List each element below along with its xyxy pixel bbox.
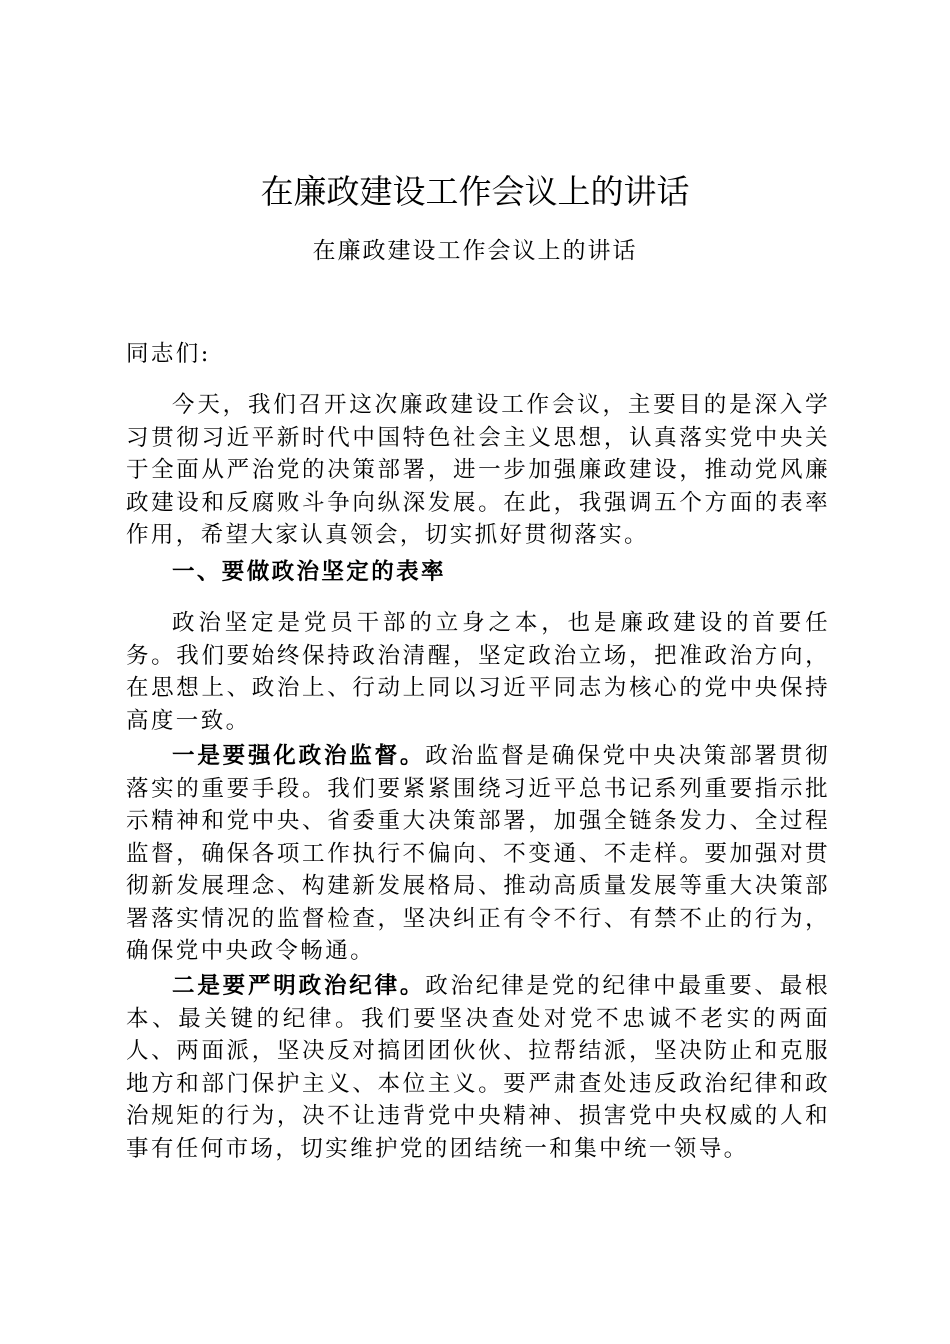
point-body-1: 政治监督是确保党中央决策部署贯彻落实的重要手段。我们要紧紧围绕习近平总书记系列重要指示批示精神和党中央、省委重大决策部署，加强全链条发力、全过程监督，确保各项工作执行不偏向、不变通、不走样。要加强对贯彻新发展理念、构建新发展格局、推动高质量发展等重大决策部署落实情况的监督检查，坚决纠正有令不行、有禁不止的行为，确保党中央政令畅通。 (126, 743, 830, 964)
point-lead-2: 二是要严明政治纪律。 (172, 973, 426, 999)
document-subtitle: 在廉政建设工作会议上的讲话 (312, 238, 638, 264)
section-heading: 一、要做政治坚定的表率 (172, 559, 446, 585)
salutation: 同志们: (126, 341, 211, 367)
document-title: 在廉政建设工作会议上的讲话 (260, 172, 690, 211)
point-lead-1: 一是要强化政治监督。 (172, 743, 426, 769)
section-paragraph: 政治坚定是党员干部的立身之本，也是廉政建设的首要任务。我们要始终保持政治清醒，坚定政治立场，把准政治方向，在思想上、政治上、行动上同以习近平同志为核心的党中央保持高度一致。 (126, 610, 830, 734)
point-paragraph-2 (126, 970, 830, 1165)
point-paragraph-1 (126, 740, 830, 968)
intro-paragraph: 今天，我们召开这次廉政建设工作会议，主要目的是深入学习贯彻习近平新时代中国特色社会主义思想，认真落实党中央关于全面从严治党的决策部署，进一步加强廉政建设，推动党风廉政建设和反腐败斗争向纵深发展。在此，我强调五个方面的表率作用，希望大家认真领会，切实抓好贯彻落实。 (126, 392, 830, 548)
point-body-2: 政治纪律是党的纪律中最重要、最根本、最关键的纪律。我们要坚决查处对党不忠诚不老实的两面人、两面派，坚决反对搞团团伙伙、拉帮结派，坚决防止和克服地方和部门保护主义、本位主义。要严肃查处违反政治纪律和政治规矩的行为，决不让违背党中央精神、损害党中央权威的人和事有任何市场，切实维护党的团结统一和集中统一领导。 (126, 973, 830, 1162)
